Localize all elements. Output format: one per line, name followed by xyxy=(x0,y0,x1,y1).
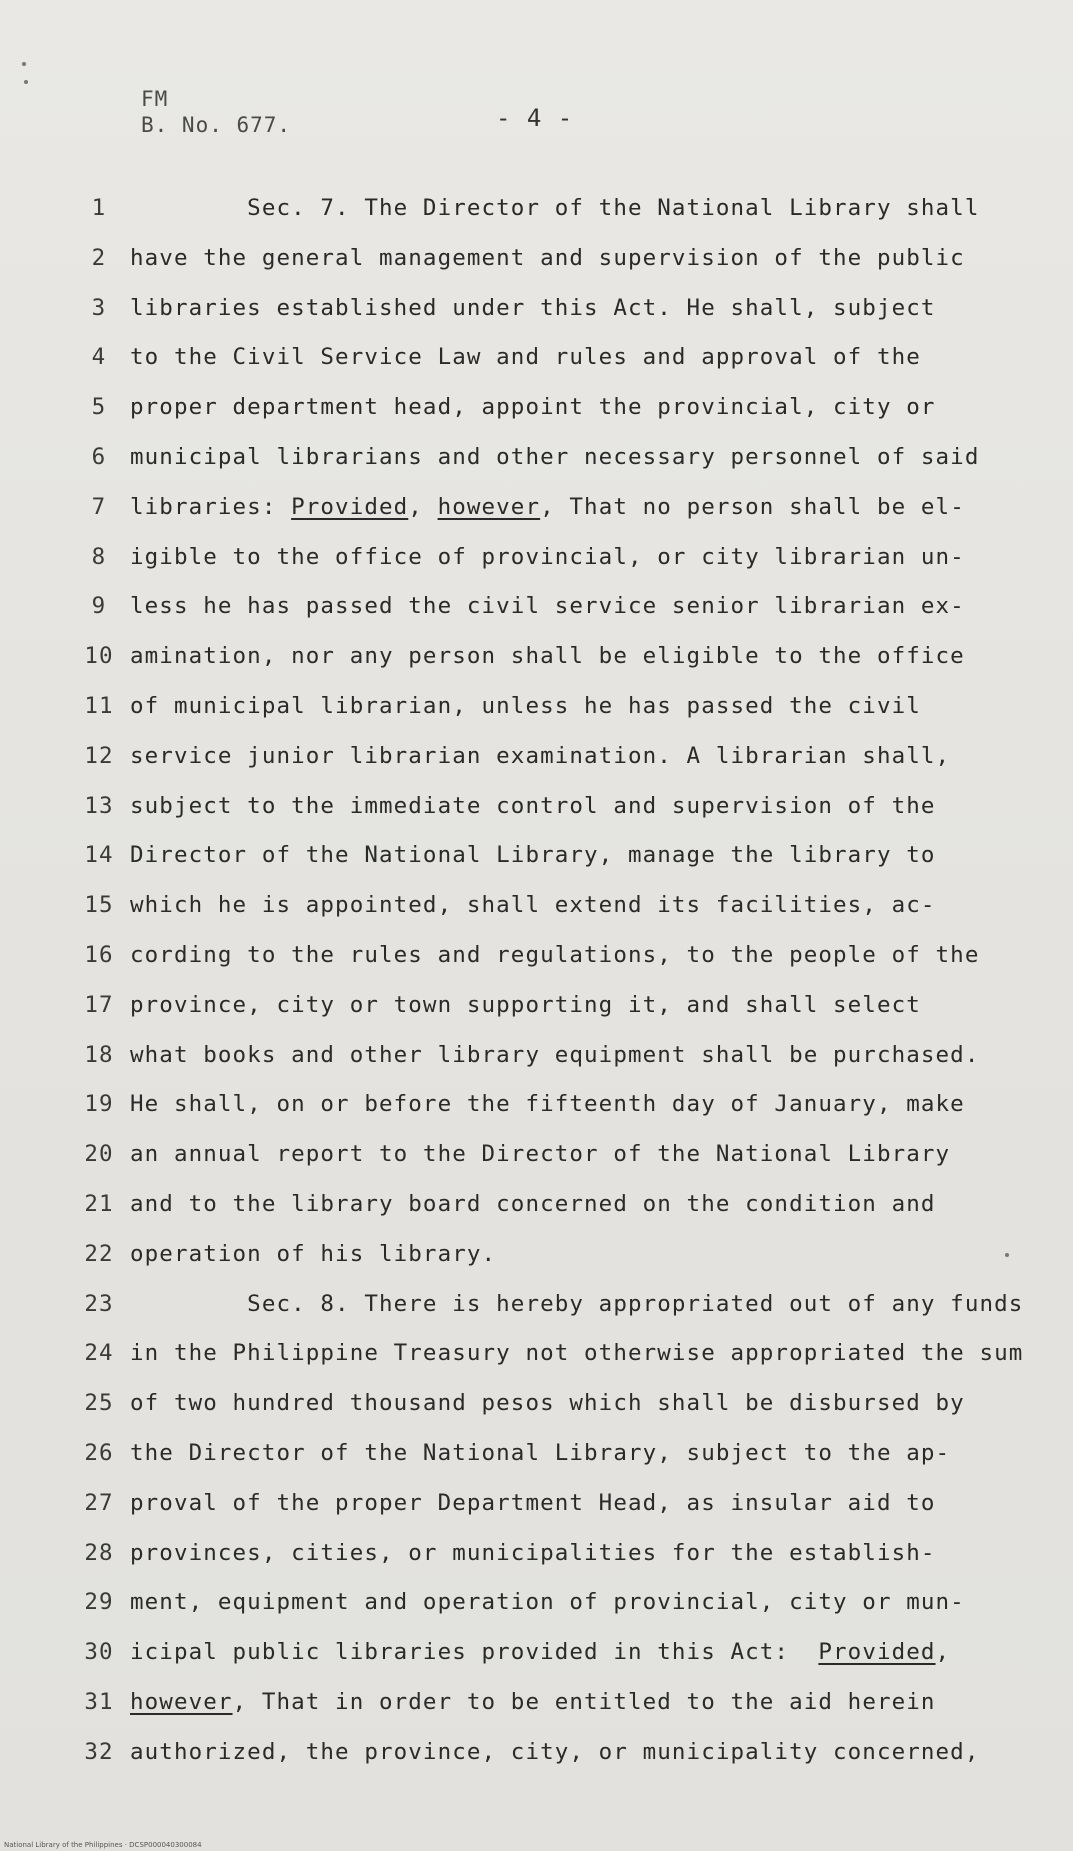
line-text: ment, equipment and operation of provincial, city or mun- xyxy=(130,1589,965,1616)
line-text: authorized, the province, city, or municipality concerned, xyxy=(130,1738,980,1765)
line-text: Sec. 8. There is hereby appropriated out of any funds xyxy=(130,1290,1024,1317)
text-line xyxy=(0,1689,1073,1729)
text-line xyxy=(0,643,1073,683)
line-number: 4 xyxy=(91,344,107,371)
line-number: 6 xyxy=(91,444,107,470)
text-line xyxy=(0,1091,1073,1131)
underlined-term: however xyxy=(130,1689,233,1715)
line-text-segment: icipal public libraries provided in this Act: xyxy=(130,1639,819,1666)
text-line xyxy=(0,1340,1073,1380)
text-line xyxy=(0,1540,1073,1580)
text-line xyxy=(0,245,1073,285)
line-text-segment: , That in order to be entitled to the aid herein xyxy=(232,1689,936,1715)
line-text: and to the library board concerned on the condition and xyxy=(130,1191,936,1217)
line-text xyxy=(130,494,965,520)
line-text: less he has passed the civil service senior librarian ex- xyxy=(130,593,965,620)
line-number: 14 xyxy=(84,842,114,869)
line-number: 1 xyxy=(91,195,107,221)
scan-speck xyxy=(24,80,28,84)
text-line xyxy=(0,344,1073,384)
line-text-segment: , xyxy=(408,493,438,520)
line-text: provinces, cities, or municipalities for the establish- xyxy=(130,1539,936,1566)
text-line xyxy=(0,544,1073,584)
text-line xyxy=(0,842,1073,882)
line-text xyxy=(130,1689,936,1715)
text-line xyxy=(0,1042,1073,1082)
text-line xyxy=(0,394,1073,434)
line-number: 10 xyxy=(84,643,114,670)
text-line xyxy=(0,295,1073,335)
scan-speck xyxy=(1005,1253,1009,1257)
line-number: 30 xyxy=(84,1639,114,1666)
text-line xyxy=(0,892,1073,932)
scan-footer: National Library of the Philippines · DCSP000040300084 xyxy=(4,1841,202,1849)
text-line xyxy=(0,1440,1073,1480)
line-number: 19 xyxy=(84,1091,114,1118)
line-number: 7 xyxy=(91,493,107,520)
line-text: the Director of the National Library, subject to the ap- xyxy=(130,1440,951,1466)
line-number: 28 xyxy=(84,1539,114,1566)
line-number: 21 xyxy=(84,1191,114,1217)
text-line xyxy=(0,494,1073,534)
text-line xyxy=(0,793,1073,833)
line-text-segment: , xyxy=(935,1639,951,1666)
page-number: - 4 - xyxy=(496,104,574,132)
text-line xyxy=(0,1390,1073,1430)
underlined-term: however xyxy=(437,493,541,520)
line-number: 23 xyxy=(84,1290,114,1317)
text-line xyxy=(0,593,1073,633)
line-text: He shall, on or before the fifteenth day of January, make xyxy=(130,1091,965,1118)
line-number: 11 xyxy=(84,693,114,719)
line-text: Director of the National Library, manage the library to xyxy=(130,842,936,869)
underlined-term: Provided xyxy=(291,493,409,520)
line-text: operation of his library. xyxy=(130,1240,497,1267)
line-text: proper department head, appoint the provincial, city or xyxy=(130,394,936,421)
line-text: amination, nor any person shall be eligible to the office xyxy=(130,643,965,670)
line-text-segment: , That no person shall be el- xyxy=(540,493,965,520)
line-text: municipal librarians and other necessary personnel of said xyxy=(130,444,980,470)
text-line xyxy=(0,942,1073,982)
line-text: province, city or town supporting it, and shall select xyxy=(130,991,921,1018)
line-number: 25 xyxy=(84,1390,114,1417)
line-text: which he is appointed, shall extend its facilities, ac- xyxy=(130,892,936,919)
line-number: 15 xyxy=(84,892,114,919)
text-line xyxy=(0,1589,1073,1629)
line-text: of municipal librarian, unless he has passed the civil xyxy=(130,693,921,719)
line-number: 3 xyxy=(91,294,107,321)
text-line xyxy=(0,1739,1073,1779)
line-number: 12 xyxy=(84,742,114,769)
line-text: igible to the office of provincial, or city librarian un- xyxy=(130,543,965,570)
line-text: have the general management and supervision of the public xyxy=(130,244,965,271)
line-number: 17 xyxy=(84,991,114,1018)
text-line xyxy=(0,1241,1073,1281)
line-number: 2 xyxy=(91,244,107,271)
line-number: 22 xyxy=(84,1240,114,1267)
text-line xyxy=(0,743,1073,783)
text-line xyxy=(0,1141,1073,1181)
line-text: cording to the rules and regulations, to the people of the xyxy=(130,942,980,968)
bill-number: B. No. 677. xyxy=(141,113,292,137)
line-text: subject to the immediate control and supervision of the xyxy=(130,792,936,819)
scan-speck xyxy=(22,62,26,66)
line-number: 8 xyxy=(91,543,107,570)
text-line xyxy=(0,992,1073,1032)
line-text: to the Civil Service Law and rules and approval of the xyxy=(130,344,921,371)
underlined-term: Provided xyxy=(818,1639,936,1666)
line-text: an annual report to the Director of the National Library xyxy=(130,1141,951,1168)
line-number: 31 xyxy=(84,1689,114,1715)
text-line xyxy=(0,1639,1073,1679)
line-text: libraries established under this Act. He shall, subject xyxy=(130,294,936,321)
line-text: what books and other library equipment shall be purchased. xyxy=(130,1041,980,1068)
line-text: of two hundred thousand pesos which shall be disbursed by xyxy=(130,1390,965,1417)
line-number: 13 xyxy=(84,792,114,819)
line-number: 24 xyxy=(84,1340,114,1367)
text-line xyxy=(0,195,1073,235)
line-text-segment: libraries: xyxy=(130,493,292,520)
line-number: 29 xyxy=(84,1589,114,1616)
line-number: 20 xyxy=(84,1141,114,1168)
text-line xyxy=(0,1291,1073,1331)
line-number: 9 xyxy=(91,593,107,620)
line-number: 32 xyxy=(84,1738,114,1765)
line-number: 27 xyxy=(84,1489,114,1516)
line-text: service junior librarian examination. A librarian shall, xyxy=(130,742,951,769)
line-number: 5 xyxy=(91,394,107,421)
line-number: 18 xyxy=(84,1041,114,1068)
text-line xyxy=(0,1191,1073,1231)
line-number: 16 xyxy=(84,942,114,968)
text-line xyxy=(0,1490,1073,1530)
line-text: in the Philippine Treasury not otherwise appropriated the sum xyxy=(130,1340,1024,1367)
line-text xyxy=(130,1639,950,1665)
header-initials: FM xyxy=(141,87,169,111)
text-line xyxy=(0,693,1073,733)
line-number: 26 xyxy=(84,1440,114,1466)
text-line xyxy=(0,444,1073,484)
line-text: proval of the proper Department Head, as insular aid to xyxy=(130,1489,936,1516)
line-text: Sec. 7. The Director of the National Library shall xyxy=(130,195,980,221)
